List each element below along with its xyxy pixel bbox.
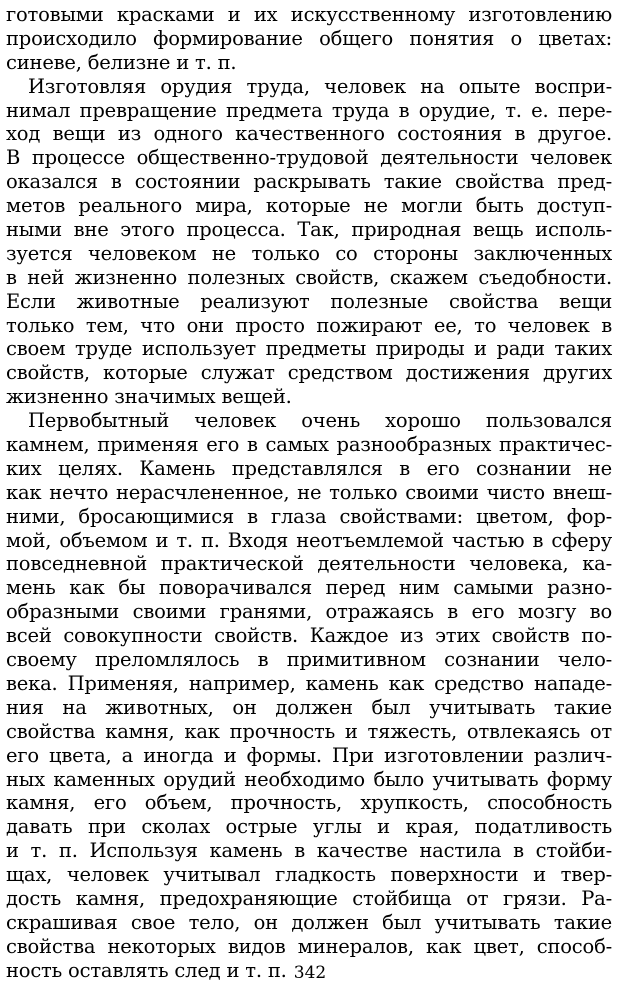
text-line: свойства некоторых видов минералов, как цвет, способ-	[6, 934, 612, 958]
text-line: ход вещи из одного качественного состояния в другое.	[6, 122, 612, 146]
paragraph	[6, 3, 612, 75]
page-body	[6, 3, 612, 983]
text-line: повседневной практической деятельности человека, ка-	[6, 552, 612, 576]
text-line: своему преломлялось в примитивном сознании чело-	[6, 648, 612, 672]
text-line: его цвета, а иногда и формы. При изготовлении различ-	[6, 743, 612, 767]
text-line: происходило формирование общего понятия о цветах:	[6, 26, 612, 50]
text-line: и т. п. Используя камень в качестве настила в стойби-	[6, 839, 612, 863]
text-line: ными вне этого процесса. Так, природная вещь исполь-	[6, 218, 612, 242]
text-line: свойства камня, как прочность и тяжесть, отвлекаясь от	[6, 719, 612, 743]
text-line: ними, бросающимися в глаза свойствами: цветом, фор-	[6, 504, 612, 528]
text-line: мень как бы поворачивался перед ним самыми разно-	[6, 576, 612, 600]
text-line: жизненно значимых вещей.	[6, 385, 292, 409]
text-line: В процессе общественно-трудовой деятельности человек	[6, 146, 612, 170]
text-line: ния на животных, он должен был учитывать такие	[6, 695, 612, 719]
text-line: ность оставлять след и т. п.	[6, 958, 287, 982]
text-line: только тем, что они просто пожирают ее, то человек в	[6, 313, 612, 337]
text-line: как нечто нерасчлененное, не только своими чисто внеш-	[6, 480, 612, 504]
text-line: зуется человеком не только со стороны заключенных	[6, 241, 612, 265]
text-line: Первобытный человек очень хорошо пользовался	[28, 409, 612, 433]
text-line: камня, его объем, прочность, хрупкость, способность	[6, 791, 612, 815]
page-number: 342	[293, 963, 327, 983]
text-line: нимал превращение предмета труда в орудие, т. е. пере-	[6, 98, 612, 122]
text-line: века. Применяя, например, камень как средство нападе-	[6, 671, 612, 695]
text-line: в ней жизненно полезных свойств, скажем съедобности.	[6, 265, 612, 289]
text-line: скрашивая свое тело, он должен был учитывать такие	[6, 910, 612, 934]
text-line: образными своими гранями, отражаясь в его мозгу во	[6, 600, 612, 624]
text-line: ких целях. Камень представлялся в его сознании не	[6, 456, 612, 480]
text-line: щах, человек учитывал гладкость поверхности и твер-	[6, 863, 612, 887]
text-line: мой, объемом и т. п. Входя неотъемлемой частью в сферу	[6, 528, 612, 552]
text-line: свойств, которые служат средством достижения других	[6, 361, 612, 385]
text-line: Если животные реализуют полезные свойства вещи	[6, 289, 612, 313]
text-line: ных каменных орудий необходимо было учитывать форму	[6, 767, 612, 791]
text-line: Изготовляя орудия труда, человек на опыте воспри-	[28, 74, 612, 98]
text-line: оказался в состоянии раскрывать такие свойства пред-	[6, 170, 612, 194]
paragraph	[6, 409, 612, 982]
text-line: всей совокупности свойств. Каждое из этих свойств по-	[6, 624, 612, 648]
text-line: метов реального мира, которые не могли быть доступ-	[6, 194, 612, 218]
text-line: камнем, применяя его в самых разнообразных практичес-	[6, 433, 612, 457]
text-line: синеве, белизне и т. п.	[6, 50, 237, 74]
paragraph	[6, 75, 612, 409]
text-line: давать при сколах острые углы и края, податливость	[6, 815, 612, 839]
text-line: своем труде использует предметы природы и ради таких	[6, 337, 612, 361]
text-line: готовыми красками и их искусственному изготовлению	[6, 3, 612, 26]
text-line: дость камня, предохраняющие стойбища от грязи. Ра-	[6, 886, 612, 910]
